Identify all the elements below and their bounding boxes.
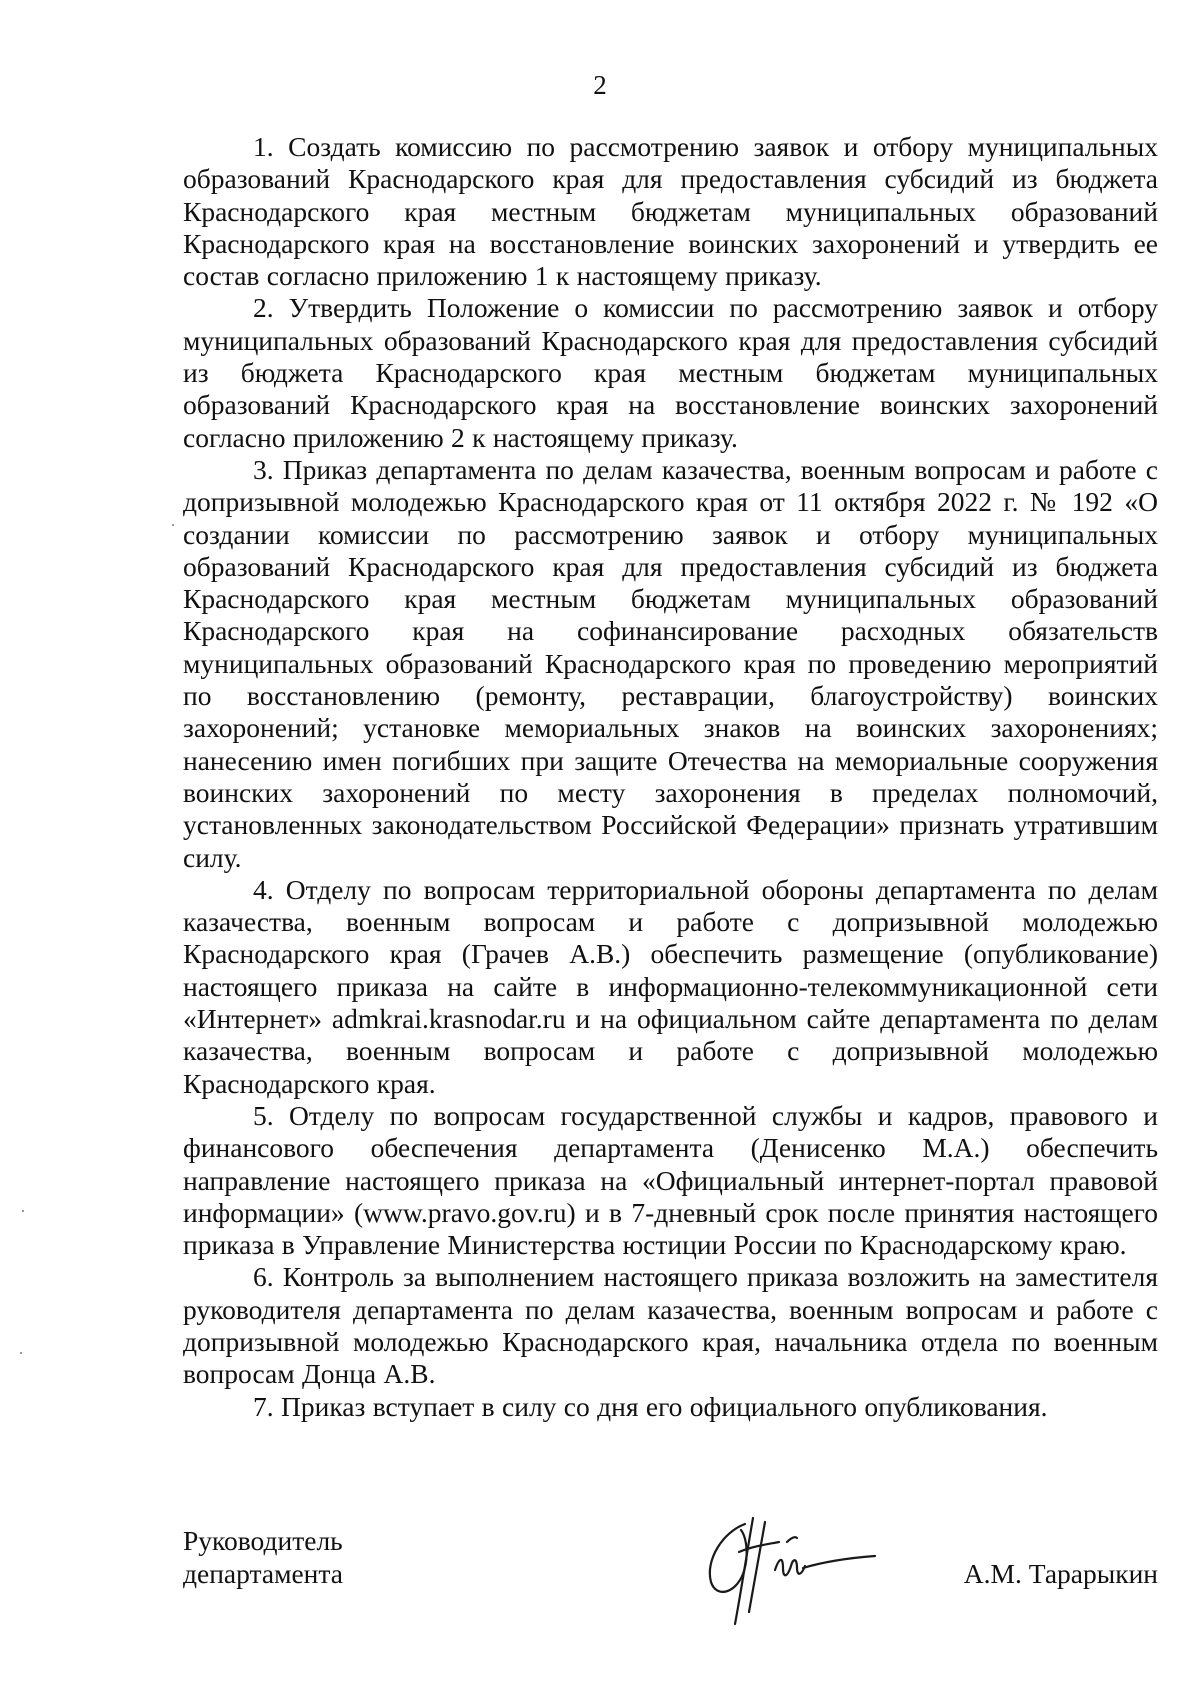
signatory-title-line-1: Руководитель	[183, 1525, 343, 1556]
scan-speck	[22, 1210, 24, 1212]
paragraph-4: 4. Отделу по вопросам территориальной обороны департамента по делам казачества, военным вопросам и работе с допризывной молодежью Краснодарского края (Грачев А.В.) обеспечить размещение (опубликование) настоящего приказа на сайте в информационно-телекоммуникационной сети «Интернет» admkrai.krasnodar.ru и на официальном сайте департамента по делам казачества, военным вопросам и работе с допризывной молодежью Краснодарского края.	[183, 873, 1158, 1099]
document-body	[183, 131, 1158, 1423]
signatory-name: А.М. Тарарыкин	[963, 1558, 1158, 1589]
paragraph-7: 7. Приказ вступает в силу со дня его официального опубликования.	[253, 1390, 1048, 1422]
paragraph-6: 6. Контроль за выполнением настоящего приказа возложить на заместителя руководителя департамента по делам казачества, военным вопросам и работе с допризывной молодежью Краснодарского края, начальника отдела по военным вопросам Донца А.В.	[183, 1261, 1158, 1390]
scan-speck	[20, 1352, 22, 1354]
signatory-title-line-2: департамента	[183, 1558, 343, 1589]
signature-block	[183, 1524, 1158, 1644]
handwritten-signature-icon	[683, 1512, 883, 1632]
page-number: 2	[593, 70, 607, 100]
paragraph-5: 5. Отделу по вопросам государственной службы и кадров, правового и финансового обеспечения департамента (Денисенко М.А.) обеспечить направление настоящего приказа на «Официальный интернет-портал правовой информации» (www.pravo.gov.ru) и в 7-дневный срок после принятия настоящего приказа в Управление Министерства юстиции России по Краснодарскому краю.	[183, 1099, 1158, 1261]
paragraph-3: 3. Приказ департамента по делам казачества, военным вопросам и работе с допризывной молодежью Краснодарского края от 11 октября 2022 г. № 192 «О создании комиссии по рассмотрению заявок и отбору муниципальных образований Краснодарского края для предоставления субсидий из бюджета Краснодарского края местным бюджетам муниципальных образований Краснодарского края на софинансирование расходных обязательств муниципальных образований Краснодарского края по проведению мероприятий по восстановлению (ремонту, реставрации, благоустройству) воинских захоронений; установке мемориальных знаков на воинских захоронениях; нанесению имен погибших при защите Отечества на мемориальные сооружения воинских захоронений по месту захоронения в пределах полномочий, установленных законодательством Российской Федерации» признать утратившим силу.	[183, 453, 1158, 873]
signatory-title	[183, 1524, 343, 1590]
scan-speck	[172, 524, 174, 526]
paragraph-1: 1. Создать комиссию по рассмотрению заявок и отбору муниципальных образований Краснодарского края для предоставления субсидий из бюджета Краснодарского края местным бюджетам муниципальных образований Краснодарского края на восстановление воинских захоронений и утвердить ее состав согласно приложению 1 к настоящему приказу.	[183, 131, 1158, 292]
paragraph-2: 2. Утвердить Положение о комиссии по рассмотрению заявок и отбору муниципальных образований Краснодарского края для предоставления субсидий из бюджета Краснодарского края местным бюджетам муниципальных образований Краснодарского края на восстановление воинских захоронений согласно приложению 2 к настоящему приказу.	[183, 292, 1158, 453]
